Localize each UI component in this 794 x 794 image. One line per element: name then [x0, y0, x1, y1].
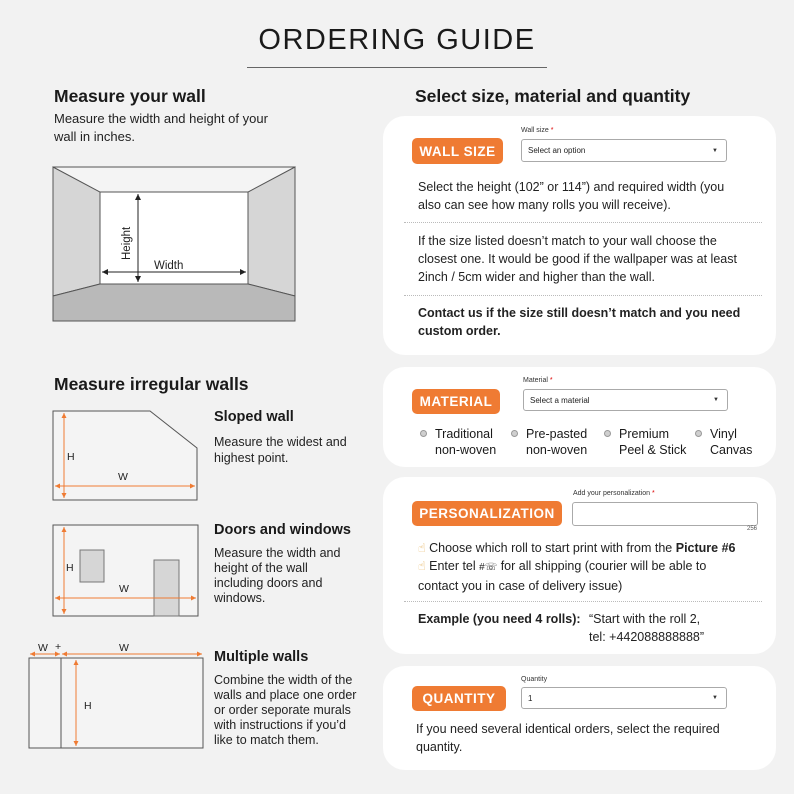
room-diagram: [52, 166, 296, 322]
material-field-label: Material *: [523, 377, 553, 384]
example-value: “Start with the roll 2, tel: +442088888888”: [589, 612, 705, 644]
wall-size-select[interactable]: Select an option ▼: [521, 139, 727, 162]
material-option-prepasted[interactable]: Pre-pasted non-woven: [511, 426, 587, 458]
radio-icon: [695, 430, 702, 437]
material-select[interactable]: Select a material ▼: [523, 389, 728, 411]
char-counter: 256: [747, 526, 758, 532]
radio-icon: [604, 430, 611, 437]
multi-w2-label: W: [119, 642, 129, 654]
example-label: Example (you need 4 rolls):: [418, 612, 581, 626]
material-badge: MATERIAL: [412, 389, 500, 414]
hand-pointing-icon: ☝: [418, 559, 426, 573]
radio-icon: [511, 430, 518, 437]
measure-wall-text: Measure the width and height of your wall in inches.: [54, 111, 268, 144]
multi-h-label: H: [84, 700, 92, 712]
measure-wall-heading: Measure your wall: [54, 86, 206, 106]
width-label: Width: [154, 260, 184, 272]
sloped-h-label: H: [67, 451, 75, 463]
sloped-wall-text: Measure the widest and highest point.: [214, 435, 347, 465]
divider: [404, 601, 762, 602]
personalization-instructions: ☝ Choose which roll to start print with from the Picture #6 ☝ Enter tel #☏ for all shipping (courier will be able to contact you in case of delivery issue): [418, 541, 736, 593]
multi-w1-label: W: [38, 642, 48, 654]
chevron-down-icon: ▼: [712, 695, 718, 701]
quantity-field-label: Quantity: [521, 676, 548, 683]
divider: [404, 295, 762, 296]
page-title: ORDERING GUIDE: [258, 24, 536, 56]
title-underline: [247, 67, 547, 68]
multiple-walls-heading: Multiple walls: [214, 649, 309, 665]
sloped-w-label: W: [118, 471, 128, 483]
material-option-vinyl[interactable]: Vinyl Canvas: [695, 426, 752, 458]
doors-windows-heading: Doors and windows: [214, 522, 351, 538]
sloped-wall-diagram: [52, 410, 200, 502]
personalization-badge: PERSONALIZATION: [412, 501, 562, 526]
doors-h-label: H: [66, 562, 74, 574]
doors-w-label: W: [119, 583, 129, 595]
select-options-heading: Select size, material and quantity: [415, 86, 691, 106]
wall-size-contact: Contact us if the size still doesn’t match and you need custom order.: [418, 306, 741, 338]
material-option-traditional[interactable]: Traditional non-woven: [420, 426, 496, 458]
wall-size-advice: If the size listed doesn’t match to your wall choose the closest one. It would be good if the wallpaper was at least 2inch / 5cm wider and higher than the wall.: [418, 234, 737, 284]
chevron-down-icon: ▼: [712, 147, 718, 154]
personalization-textarea[interactable]: [572, 502, 758, 526]
divider: [404, 222, 762, 223]
wall-size-instructions: Select the height (102” or 114”) and required width (you also can see how many rolls you will receive).: [418, 180, 725, 212]
chevron-down-icon: ▼: [713, 397, 719, 403]
quantity-instructions: If you need several identical orders, select the required quantity.: [416, 722, 720, 754]
doors-windows-diagram: [52, 524, 200, 618]
height-label: Height: [121, 226, 133, 260]
radio-icon: [420, 430, 427, 437]
multi-plus-label: +: [55, 641, 62, 653]
material-option-premium[interactable]: Premium Peel & Stick: [604, 426, 686, 458]
wall-size-field-label: Wall size *: [521, 127, 554, 134]
personalization-field-label: Add your personalization *: [573, 490, 655, 497]
multiple-walls-diagram: [26, 638, 206, 750]
phone-icon: #☏: [479, 562, 498, 573]
quantity-badge: QUANTITY: [412, 686, 506, 711]
multiple-walls-text: Combine the width of the walls and place one order or order seporate murals with instructions if you’d like to match them.: [214, 673, 357, 747]
hand-pointing-icon: ☝: [418, 541, 426, 555]
wall-size-badge: WALL SIZE: [412, 138, 503, 164]
sloped-wall-heading: Sloped wall: [214, 409, 294, 425]
quantity-select[interactable]: 1 ▼: [521, 687, 727, 709]
irregular-walls-heading: Measure irregular walls: [54, 374, 249, 394]
doors-windows-text: Measure the width and height of the wall including doors and windows.: [214, 546, 341, 605]
